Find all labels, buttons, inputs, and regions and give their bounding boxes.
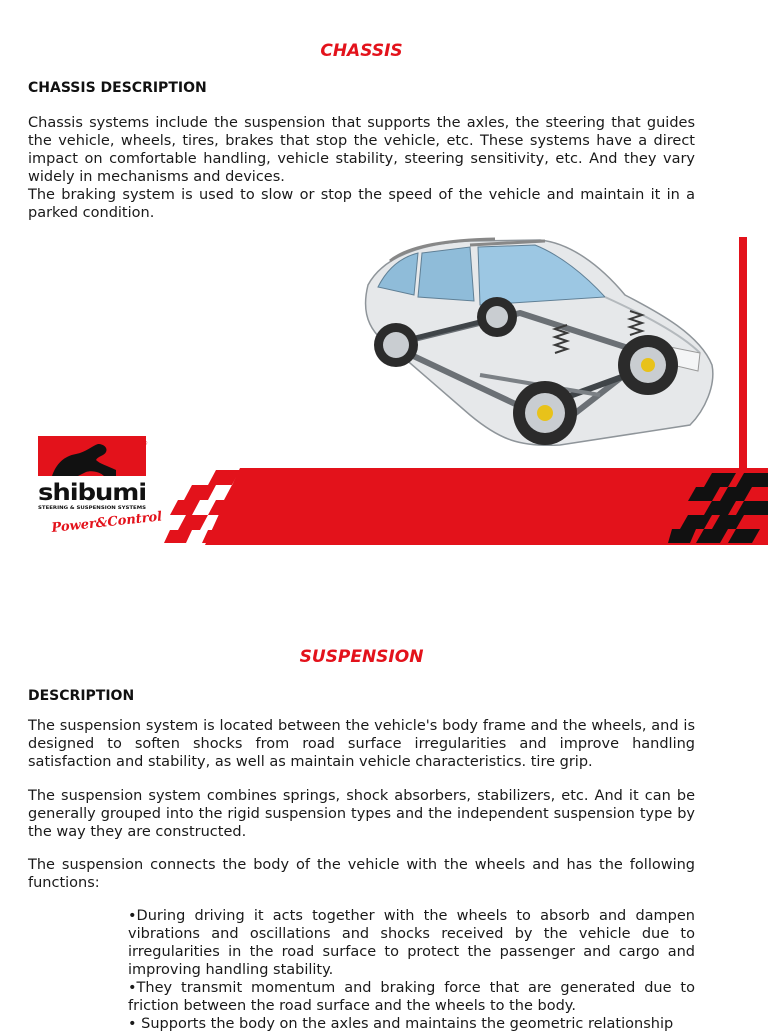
list-item: •During driving it acts together with the wheels to absorb and dampen vibrations and oscillations and shocks received by the vehicle due to irregularities in the road surface to protect the passenger and cargo and improving handling stability. (128, 908, 695, 978)
wheel (477, 297, 517, 337)
suspension-paragraph-1: The suspension system is located between the vehicle's body frame and the wheels, and is designed to soften shocks from road surface irregularities and improve handling satisfaction and stability, as well as maintain vehicle characteristics. tire grip. (28, 718, 695, 770)
chassis-paragraph-1: Chassis systems include the suspension that supports the axles, the steering that guides the vehicle, wheels, tires, brakes that stop the vehicle, etc. These systems have a direct impact on comfortable handling, vehicle stability, steering sensitivity, etc. And they vary widely in mechanisms and devices. (28, 115, 695, 185)
suspension-description-heading: DESCRIPTION (28, 688, 135, 704)
suspension-title: SUSPENSION (299, 647, 424, 667)
suspension-paragraph-2: The suspension system combines springs, shock absorbers, stabilizers, etc. And it can be generally grouped into the rigid suspension types and the independent suspension type by the way they are constructed. (28, 788, 695, 840)
suspension-functions-list (128, 907, 695, 1033)
brand-slogan: Power&Control (50, 509, 163, 536)
chassis-title: CHASSIS (320, 41, 403, 61)
list-item: • Supports the body on the axles and maintains the geometric relationship (128, 1016, 674, 1032)
vertical-accent-bar (739, 237, 747, 473)
shibumi-logo (38, 436, 163, 540)
car-chassis-illustration (366, 239, 713, 445)
registered-mark: ® (142, 440, 148, 447)
brand-name: shibumi (38, 480, 146, 506)
chassis-paragraph-2: The braking system is used to slow or stop the speed of the vehicle and maintain it in a parked condition. (28, 187, 695, 221)
wheel (374, 323, 418, 367)
wheel (618, 335, 678, 395)
list-item: •They transmit momentum and braking force that are generated due to friction between the road surface and the wheels to the body. (128, 980, 695, 1014)
chassis-description-heading: CHASSIS DESCRIPTION (28, 80, 207, 96)
wheel (513, 381, 577, 445)
suspension-paragraph-3: The suspension connects the body of the vehicle with the wheels and has the following functions: (28, 857, 695, 891)
brand-tagline: STEERING & SUSPENSION SYSTEMS (38, 506, 130, 511)
